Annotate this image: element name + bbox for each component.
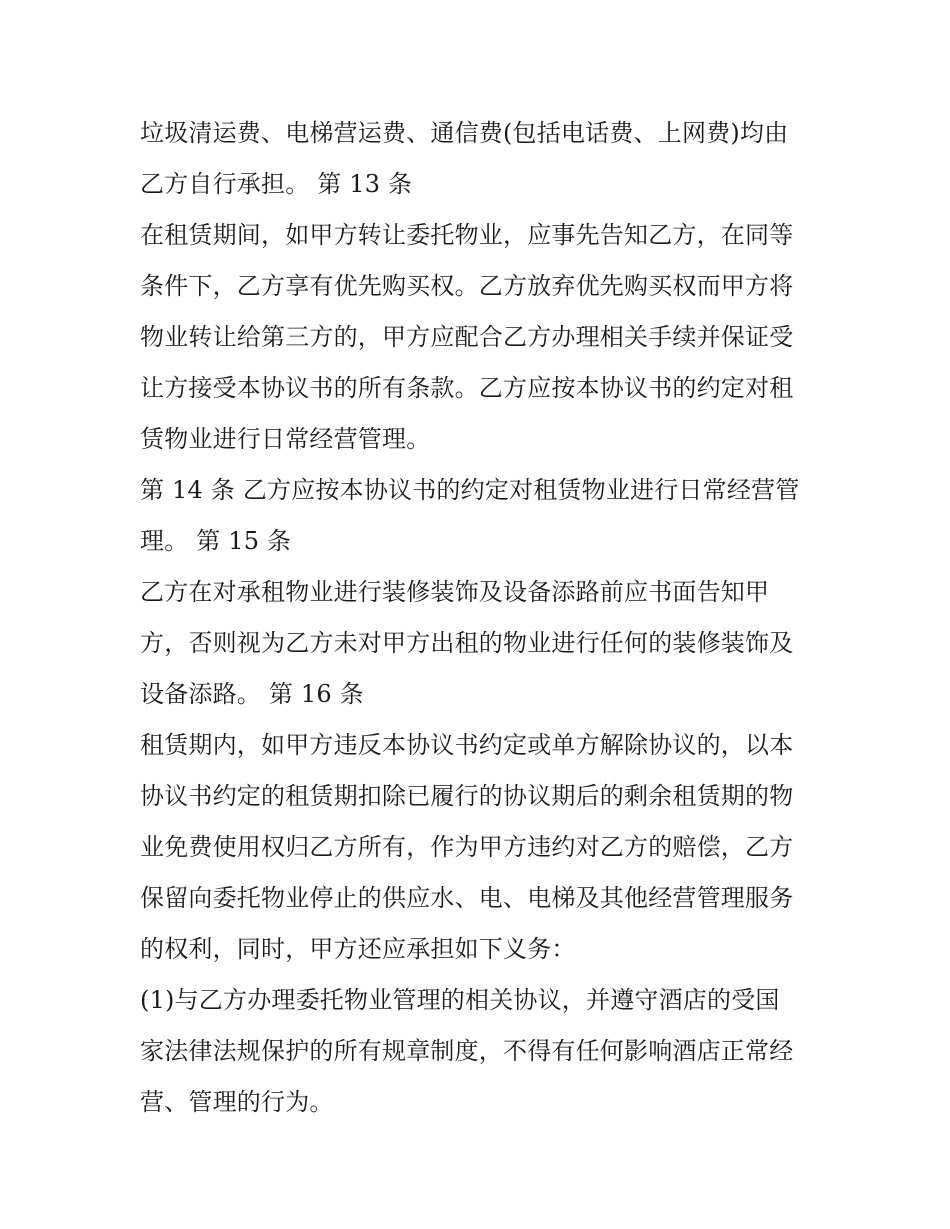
text-line: 在租赁期间，如甲方转让委托物业，应事先告知乙方，在同等 — [140, 221, 794, 249]
text-line: 乙方自行承担。 第 13 条 — [140, 170, 413, 198]
text-line: 物业转让给第三方的，甲方应配合乙方办理相关手续并保证受 — [140, 323, 794, 351]
text-line: 第 14 条 乙方应按本协议书的约定对租赁物业进行日常经营管 — [140, 476, 800, 504]
text-line: 赁物业进行日常经营管理。 — [140, 425, 431, 453]
text-line: 理。 第 15 条 — [140, 527, 292, 555]
text-line: 方，否则视为乙方未对甲方出租的物业进行任何的装修装饰及 — [140, 629, 794, 657]
text-line: 协议书约定的租赁期扣除已履行的协议期后的剩余租赁期的物 — [140, 782, 794, 810]
text-line: 垃圾清运费、电梯营运费、通信费(包括电话费、上网费)均由 — [140, 119, 789, 147]
text-line: 租赁期内，如甲方违反本协议书约定或单方解除协议的，以本 — [140, 731, 794, 759]
text-line: 让方接受本协议书的所有条款。乙方应按本协议书的约定对租 — [140, 374, 794, 402]
text-line: 设备添路。 第 16 条 — [140, 680, 364, 708]
text-line: 条件下，乙方享有优先购买权。乙方放弃优先购买权而甲方将 — [140, 272, 794, 300]
text-line: 家法律法规保护的所有规章制度，不得有任何影响酒店正常经 — [140, 1037, 794, 1065]
text-line: 的权利，同时，甲方还应承担如下义务： — [140, 935, 576, 963]
text-line: 乙方在对承租物业进行装修装饰及设备添路前应书面告知甲 — [140, 578, 770, 606]
text-line: (1)与乙方办理委托物业管理的相关协议，并遵守酒店的受国 — [140, 986, 780, 1014]
text-line: 营、管理的行为。 — [140, 1088, 334, 1116]
document-body — [140, 108, 820, 1128]
text-line: 保留向委托物业停止的供应水、电、电梯及其他经营管理服务 — [140, 884, 794, 912]
text-line: 业免费使用权归乙方所有，作为甲方违约对乙方的赔偿，乙方 — [140, 833, 794, 861]
